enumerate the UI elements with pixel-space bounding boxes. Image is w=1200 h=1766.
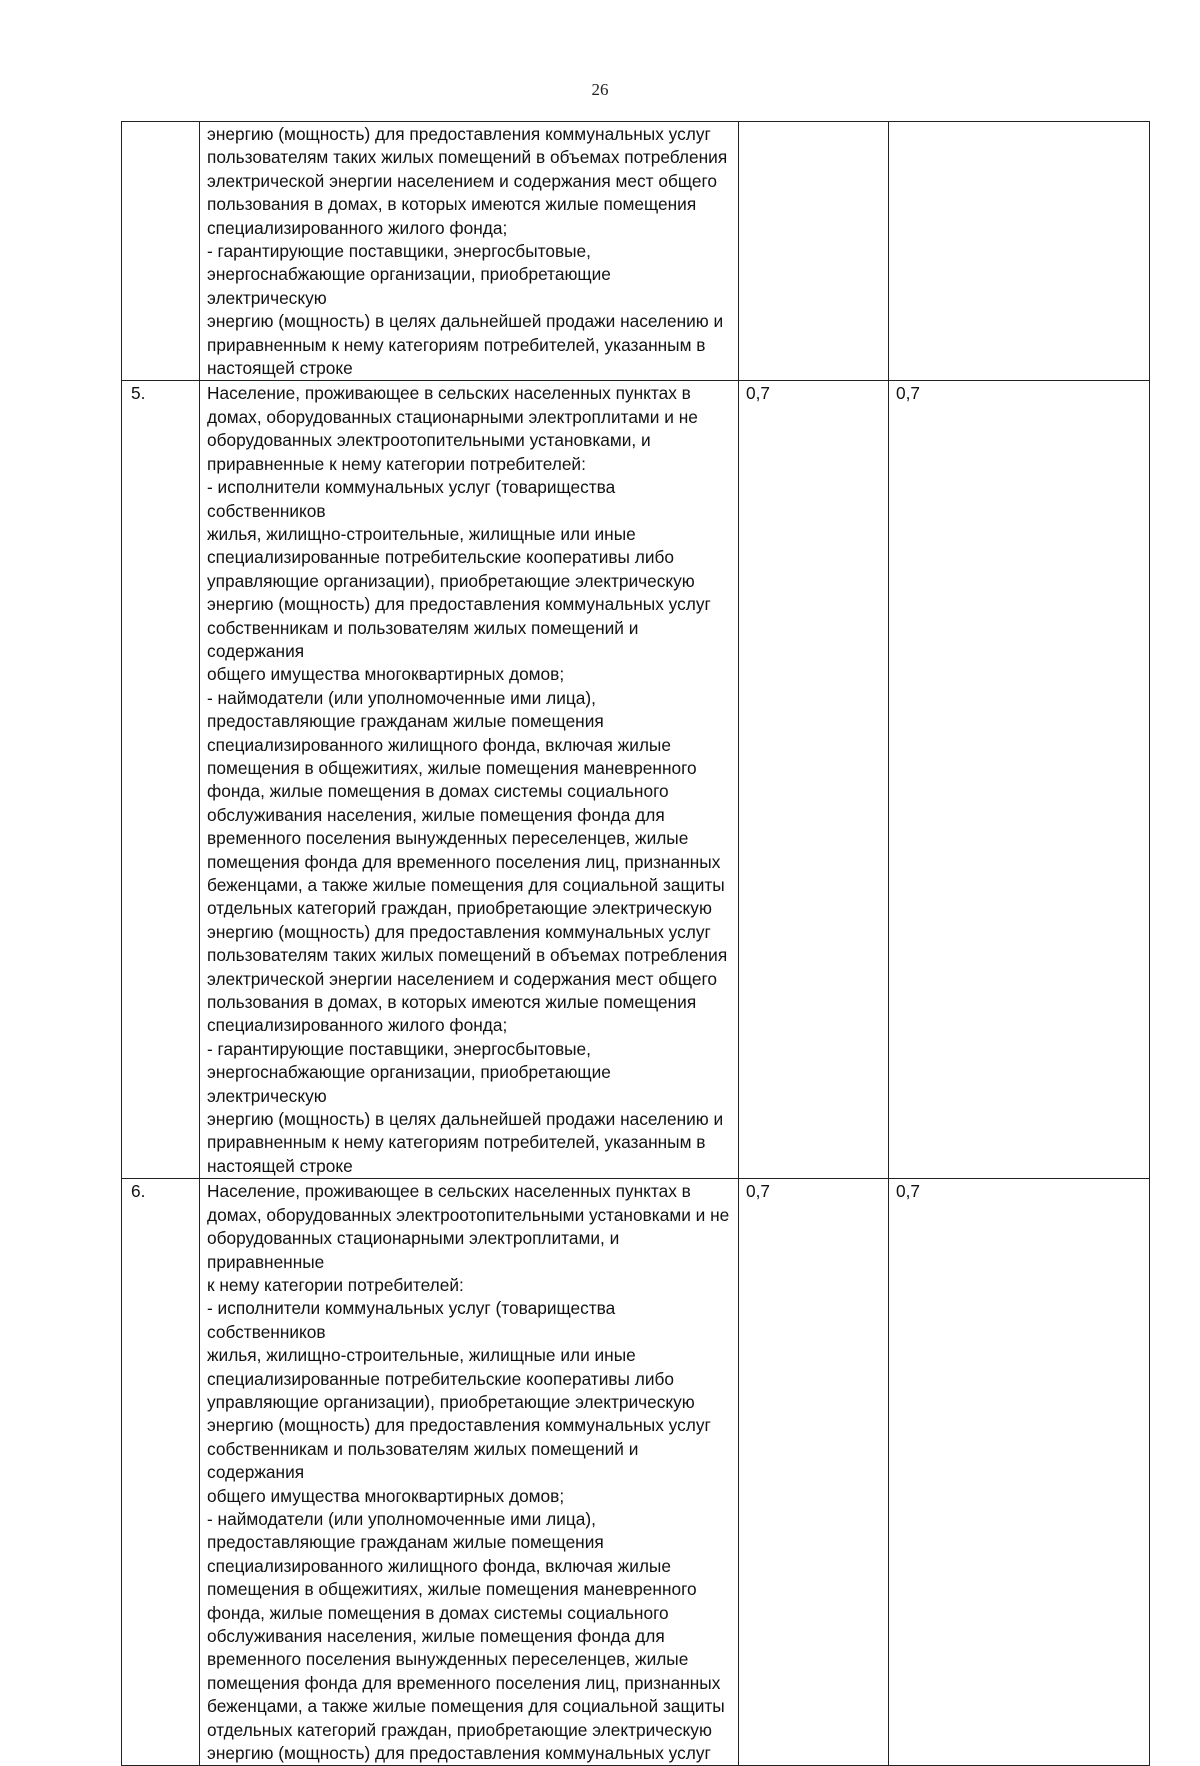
row-description: Население, проживающее в сельских населенных пунктах в домах, оборудованных стационарными электроплитами и не оборудованных электроотопительными установками, и приравненные к нему категории потребителей: - исполнители коммунальных услуг (товарищества собственников жилья, жилищно-строительные, жилищные или иные специализированные потребительские кооперативы либо управляющие организации), приобретающие электрическую энергию (мощность) для предоставления коммунальных услуг собственникам и пользователям жилых помещений и содержания общего имущества многоквартирных домов; - наймодатели (или уполномоченные ими лица), предоставляющие гражданам жилые помещения специализированного жилищного фонда, включая жилые помещения в общежитиях, жилые помещения маневренного фонда, жилые помещения в домах системы социального обслуживания населения, жилые помещения фонда для временного поселения вынужденных переселенцев, жилые помещения фонда для временного поселения лиц, признанных беженцами, а также жилые помещения для социальной защиты отдельных категорий граждан, приобретающие электрическую энергию (мощность) для предоставления коммунальных услуг пользователям таких жилых помещений в объемах потребления электрической энергии населением и содержания мест общего пользования в домах, в которых имеются жилые помещения специализированного жилого фонда; - гарантирующие поставщики, энергосбытовые, энергоснабжающие организации, приобретающие электрическую энергию (мощность) в целях дальнейшей продажи населению и приравненным к нему категориям потребителей, указанным в настоящей строке [200,381,739,1179]
table-row [122,381,1150,1179]
row-value-1: 0,7 [739,1179,889,1766]
page-number: 26 [591,80,609,99]
row-value-1: 0,7 [739,381,889,1179]
row-description: энергию (мощность) для предоставления коммунальных услуг пользователям таких жилых помещений в объемах потребления электрической энергии населением и содержания мест общего пользования в домах, в которых имеются жилые помещения специализированного жилого фонда; - гарантирующие поставщики, энергосбытовые, энергоснабжающие организации, приобретающие электрическую энергию (мощность) в целях дальнейшей продажи населению и приравненным к нему категориям потребителей, указанным в настоящей строке [200,122,739,381]
table-row [122,122,1150,381]
table-row [122,1179,1150,1766]
tariff-table [121,121,1150,1766]
row-value-1 [739,122,889,381]
row-value-2: 0,7 [889,381,1150,1179]
row-value-2 [889,122,1150,381]
row-description: Население, проживающее в сельских населенных пунктах в домах, оборудованных электроотопительными установками и не оборудованных стационарными электроплитами, и приравненные к нему категории потребителей: - исполнители коммунальных услуг (товарищества собственников жилья, жилищно-строительные, жилищные или иные специализированные потребительские кооперативы либо управляющие организации), приобретающие электрическую энергию (мощность) для предоставления коммунальных услуг собственникам и пользователям жилых помещений и содержания общего имущества многоквартирных домов; - наймодатели (или уполномоченные ими лица), предоставляющие гражданам жилые помещения специализированного жилищного фонда, включая жилые помещения в общежитиях, жилые помещения маневренного фонда, жилые помещения в домах системы социального обслуживания населения, жилые помещения фонда для временного поселения вынужденных переселенцев, жилые помещения фонда для временного поселения лиц, признанных беженцами, а также жилые помещения для социальной защиты отдельных категорий граждан, приобретающие электрическую энергию (мощность) для предоставления коммунальных услуг [200,1179,739,1766]
row-number: 5. [122,381,200,1179]
row-number: 6. [122,1179,200,1766]
row-number [122,122,200,381]
row-value-2: 0,7 [889,1179,1150,1766]
